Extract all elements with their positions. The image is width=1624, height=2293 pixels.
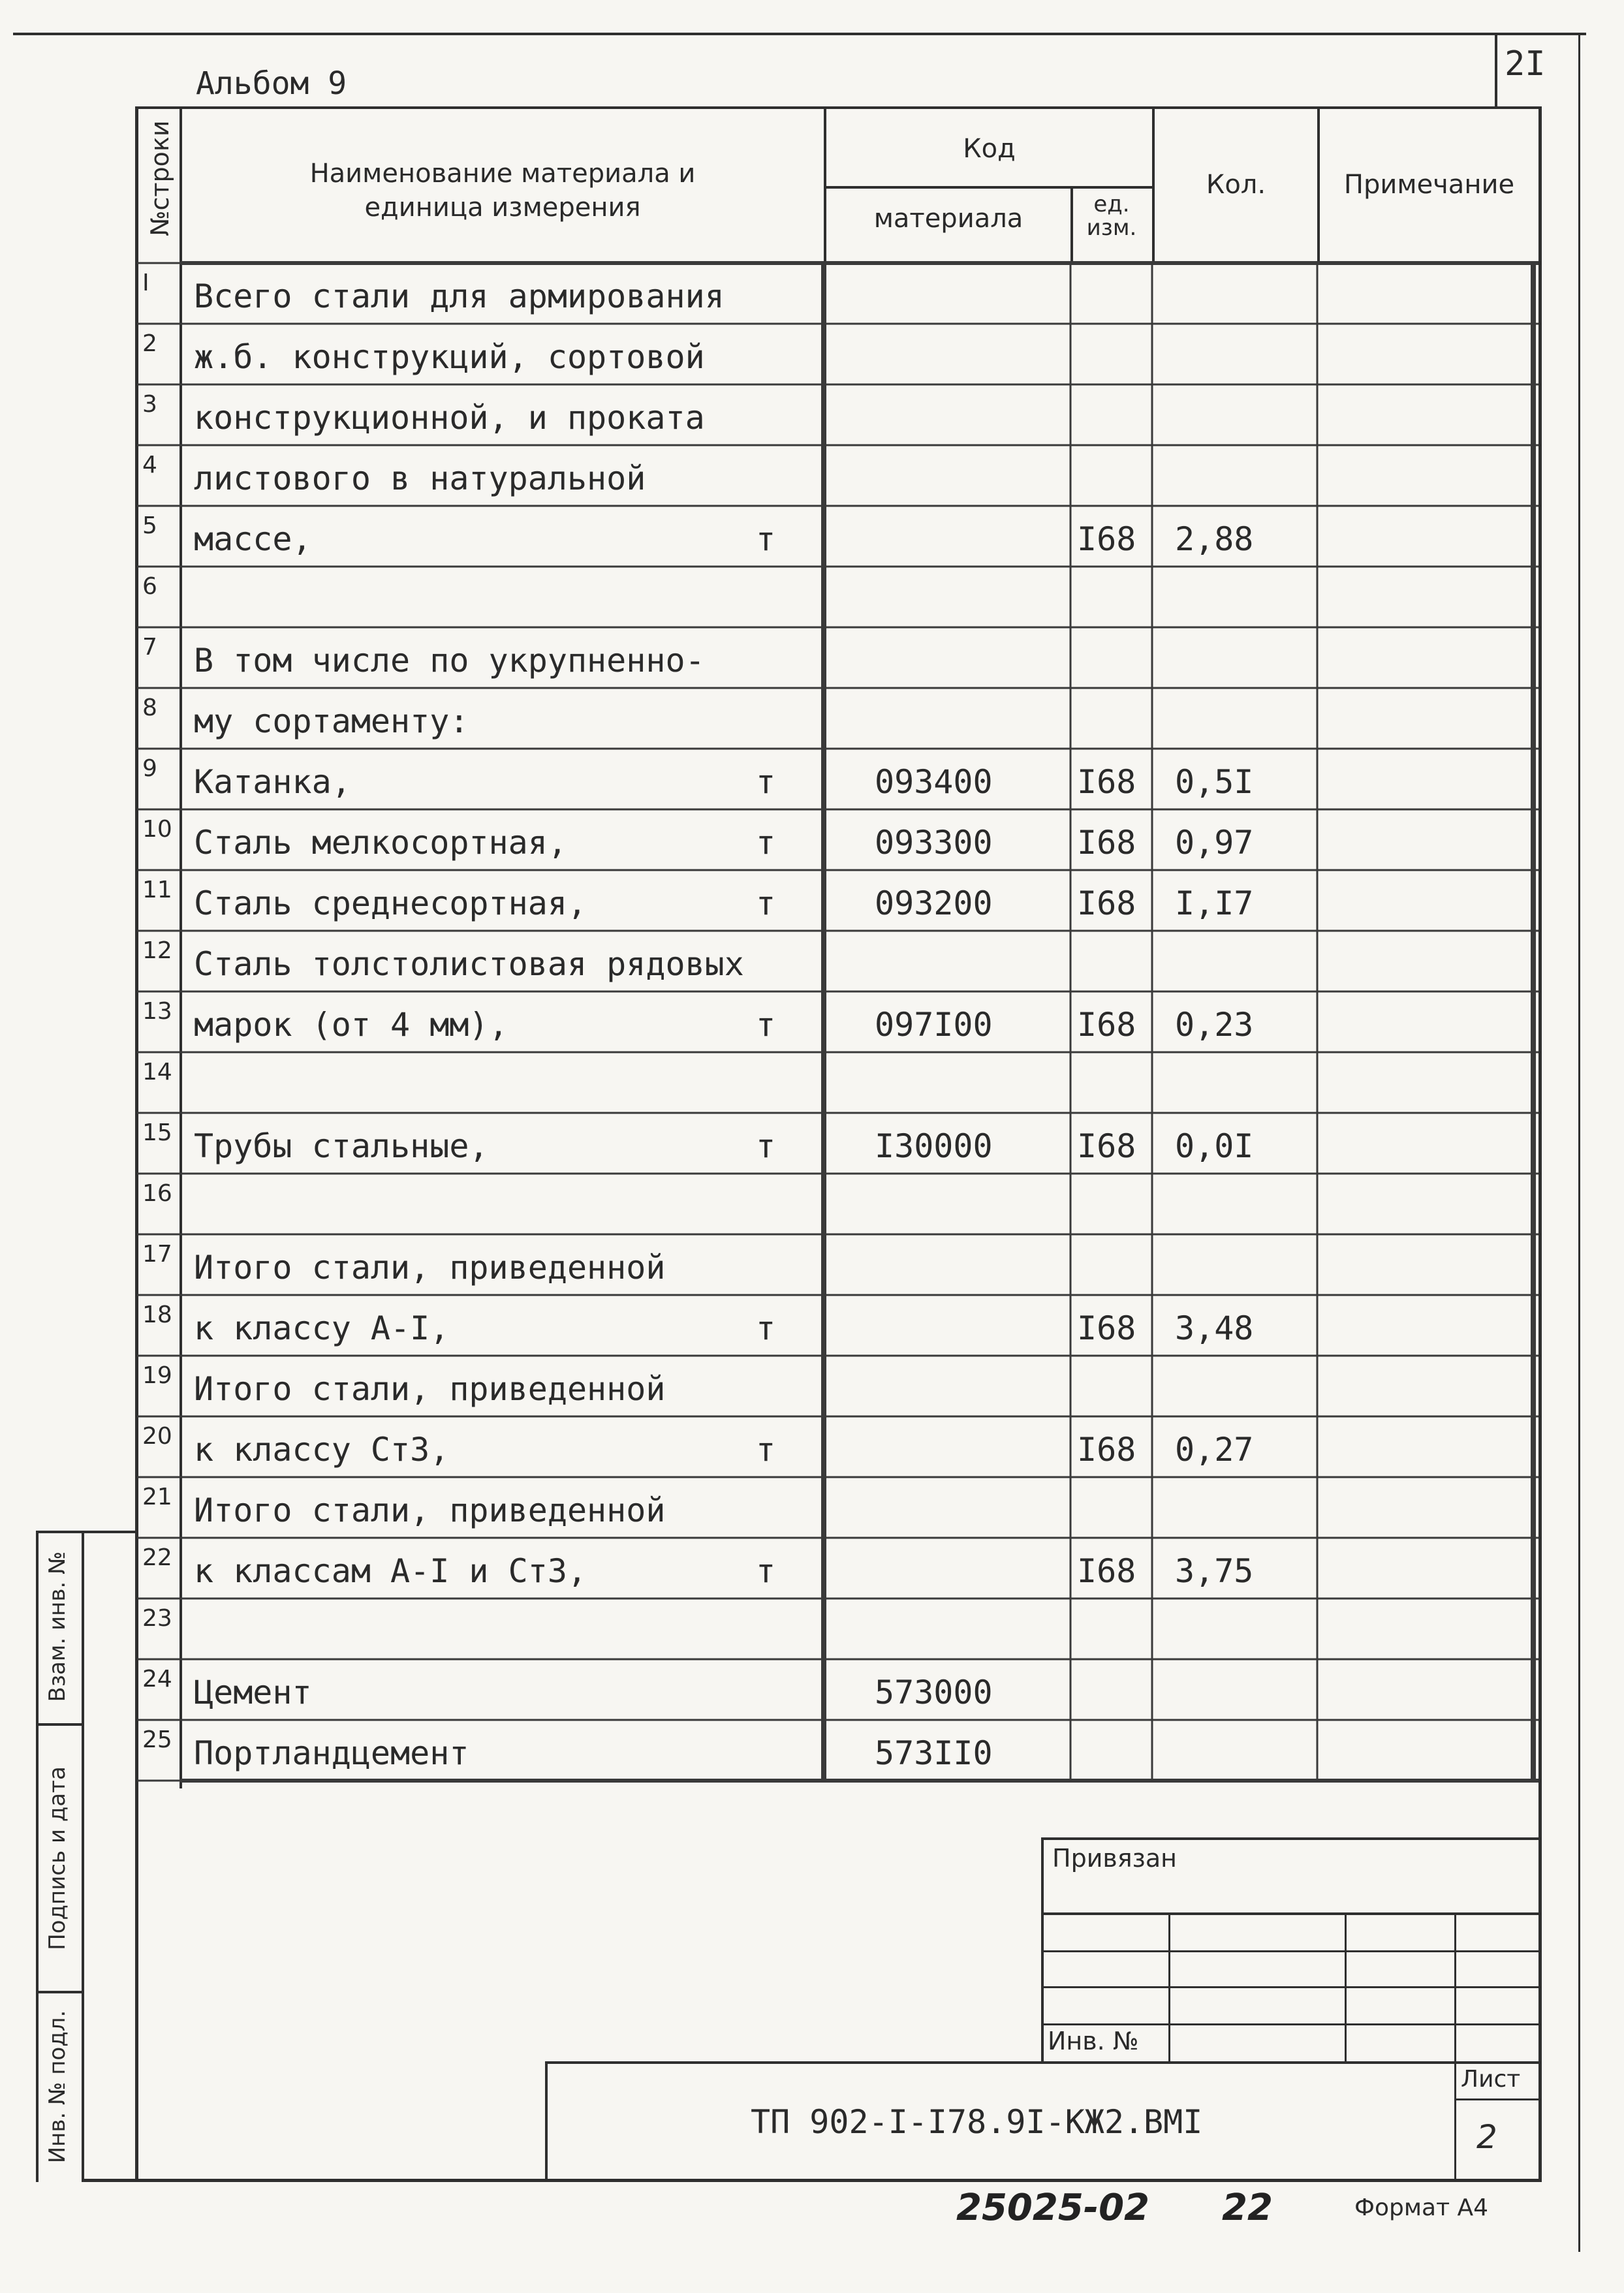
row-number: 3 bbox=[142, 391, 157, 418]
row-quantity: I,I7 bbox=[1175, 884, 1254, 922]
row-unit-code: I68 bbox=[1077, 763, 1136, 801]
footer-page: 22 bbox=[1222, 2187, 1273, 2229]
row-unit-code: I68 bbox=[1077, 884, 1136, 922]
row-number: 12 bbox=[142, 937, 172, 964]
tb-privyazan: Привязан bbox=[1052, 1844, 1177, 1873]
row-number: 24 bbox=[142, 1666, 172, 1692]
row-name: Портландцемент bbox=[194, 1734, 469, 1772]
row-quantity: 3,75 bbox=[1175, 1552, 1254, 1590]
header-row-no: №строки bbox=[146, 120, 174, 236]
stamp-inv-podl: Инв. № подл. bbox=[44, 2010, 70, 2164]
row-quantity: 0,23 bbox=[1175, 1006, 1254, 1044]
tb-top bbox=[1041, 1837, 1542, 1840]
row-number: 11 bbox=[142, 877, 172, 903]
row-unit-code: I68 bbox=[1077, 824, 1136, 862]
stamp-podpis: Подпись и дата bbox=[44, 1766, 70, 1950]
row-name: Сталь толстолистовая рядовых bbox=[194, 945, 744, 983]
footer-format: Формат А4 bbox=[1354, 2194, 1489, 2221]
row-number: 9 bbox=[142, 755, 157, 782]
row-unit-letter: т bbox=[756, 884, 776, 922]
row-material-code: 573000 bbox=[875, 1674, 993, 1711]
row-number: 19 bbox=[142, 1362, 172, 1389]
tb-list-value: 2 bbox=[1476, 2118, 1497, 2156]
row-quantity: 0,27 bbox=[1175, 1431, 1254, 1469]
row-name: Катанка, bbox=[194, 763, 351, 801]
row-name: Сталь среднесортная, bbox=[194, 884, 587, 922]
row-name: В том числе по укрупненно- bbox=[194, 642, 705, 679]
tb-designation: ТП 902-I-I78.9I-КЖ2.ВМI bbox=[751, 2103, 1203, 2141]
row-number: 18 bbox=[142, 1302, 172, 1328]
row-unit-letter: т bbox=[756, 1127, 776, 1165]
header-name: Наименование материала и единица измерения bbox=[309, 159, 696, 223]
tb-main-top bbox=[545, 2061, 1542, 2064]
row-number: 10 bbox=[142, 816, 172, 843]
row-unit-letter: т bbox=[756, 1431, 776, 1469]
row-material-code: 093200 bbox=[875, 884, 993, 922]
row-material-code: 097I00 bbox=[875, 1006, 993, 1044]
row-unit-letter: т bbox=[756, 1552, 776, 1590]
row-number: 20 bbox=[142, 1423, 172, 1450]
row-name: к классу Ст3, bbox=[194, 1431, 450, 1469]
row-name: марок (от 4 мм), bbox=[194, 1006, 508, 1044]
row-number: 15 bbox=[142, 1119, 172, 1146]
row-name: Итого стали, приведенной bbox=[194, 1491, 666, 1529]
row-number: 8 bbox=[142, 694, 157, 721]
tb-v3 bbox=[1454, 1912, 1456, 2179]
row-number: 2 bbox=[142, 330, 157, 357]
row-name: Трубы стальные, bbox=[194, 1127, 489, 1165]
row-name: му сортаменту: bbox=[194, 702, 469, 740]
row-number: 17 bbox=[142, 1241, 172, 1268]
header-qty: Кол. bbox=[1206, 170, 1266, 200]
row-unit-code: I68 bbox=[1077, 1006, 1136, 1044]
row-number: 13 bbox=[142, 998, 172, 1025]
header-unit: ед. изм. bbox=[1086, 191, 1137, 241]
row-material-code: 573II0 bbox=[875, 1734, 993, 1772]
row-name: листового в натуральной bbox=[194, 460, 646, 497]
header-material: материала bbox=[873, 204, 1023, 234]
row-quantity: 0,97 bbox=[1175, 824, 1254, 862]
tb-inv-no: Инв. № bbox=[1048, 2027, 1139, 2055]
row-unit-code: I68 bbox=[1077, 1431, 1136, 1469]
row-unit-letter: т bbox=[756, 1309, 776, 1347]
tb-list-label: Лист bbox=[1461, 2066, 1521, 2093]
row-name: Сталь мелкосортная, bbox=[194, 824, 567, 862]
row-quantity: 3,48 bbox=[1175, 1309, 1254, 1347]
stamp-outer-left bbox=[36, 1531, 39, 2182]
row-name: ж.б. конструкций, сортовой bbox=[194, 338, 705, 376]
tb-v2 bbox=[1345, 1912, 1347, 2063]
row-unit-code: I68 bbox=[1077, 1309, 1136, 1347]
row-number: 25 bbox=[142, 1726, 172, 1753]
row-name: Цемент bbox=[194, 1674, 312, 1711]
row-quantity: 2,88 bbox=[1175, 520, 1254, 558]
tb-h1 bbox=[1041, 1912, 1542, 1915]
row-unit-code: I68 bbox=[1077, 520, 1136, 558]
stamp-vzam: Взам. инв. № bbox=[44, 1551, 70, 1702]
tb-h4 bbox=[1041, 2023, 1542, 2025]
row-number: 14 bbox=[142, 1059, 172, 1085]
tb-main-left bbox=[545, 2061, 548, 2180]
row-unit-code: I68 bbox=[1077, 1127, 1136, 1165]
header-note: Примечание bbox=[1343, 170, 1515, 200]
row-unit-letter: т bbox=[756, 763, 776, 801]
footer-archive-no: 25025-02 bbox=[956, 2187, 1149, 2229]
row-quantity: 0,0I bbox=[1175, 1127, 1254, 1165]
row-material-code: 093300 bbox=[875, 824, 993, 862]
row-number: 5 bbox=[142, 512, 157, 539]
tb-h3 bbox=[1041, 1986, 1542, 1988]
row-name: конструкционной, и проката bbox=[194, 399, 705, 437]
header-kod: Код bbox=[963, 134, 1016, 164]
row-number: 23 bbox=[142, 1605, 172, 1632]
row-unit-code: I68 bbox=[1077, 1552, 1136, 1590]
row-number: I bbox=[142, 270, 149, 296]
row-quantity: 0,5I bbox=[1175, 763, 1254, 801]
row-name: к классу А-I, bbox=[194, 1309, 450, 1347]
row-name: Итого стали, приведенной bbox=[194, 1249, 666, 1287]
page-number: 2I bbox=[1505, 44, 1546, 84]
row-unit-letter: т bbox=[756, 824, 776, 862]
row-unit-letter: т bbox=[756, 1006, 776, 1044]
row-number: 16 bbox=[142, 1180, 172, 1207]
row-material-code: 093400 bbox=[875, 763, 993, 801]
row-number: 7 bbox=[142, 634, 157, 661]
row-number: 21 bbox=[142, 1484, 172, 1510]
album-label: Альбом 9 bbox=[196, 65, 347, 102]
row-unit-letter: т bbox=[756, 520, 776, 558]
row-name: массе, bbox=[194, 520, 312, 558]
row-material-code: I30000 bbox=[875, 1127, 993, 1165]
row-name: Всего стали для армирования bbox=[194, 277, 725, 315]
row-name: к классам А-I и Ст3, bbox=[194, 1552, 587, 1590]
stamp-inner-left bbox=[82, 1531, 84, 2182]
tb-h2 bbox=[1041, 1950, 1542, 1952]
tb-list-sep bbox=[1454, 2098, 1542, 2100]
row-number: 6 bbox=[142, 573, 157, 600]
row-number: 4 bbox=[142, 452, 157, 478]
tb-v1 bbox=[1168, 1912, 1170, 2063]
row-name: Итого стали, приведенной bbox=[194, 1370, 666, 1408]
row-number: 22 bbox=[142, 1544, 172, 1571]
